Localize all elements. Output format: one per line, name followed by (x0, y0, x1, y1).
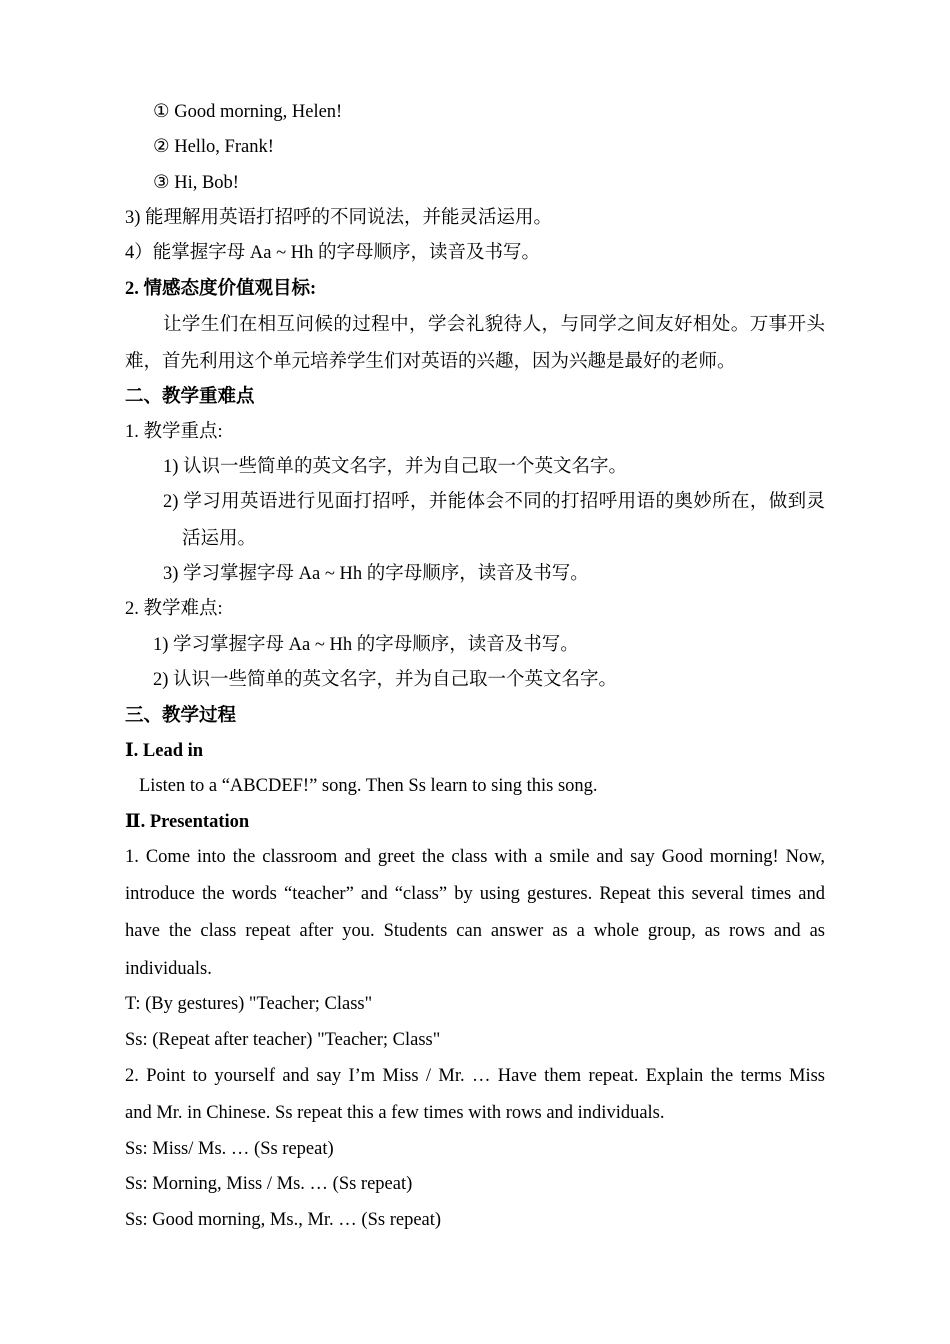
key-point-item-continued: 活运用。 (182, 529, 257, 549)
greeting-line: ② Hello, Frank! (153, 137, 274, 157)
emotion-paragraph-line: 让学生们在相互问候的过程中，学会礼貌待人，与同学之间友好相处。万事开头 (163, 315, 825, 335)
greeting-line: ③ Hi, Bob! (153, 173, 239, 193)
subsection-heading: 1. 教学重点: (125, 422, 223, 442)
paragraph-line: 1. Come into the classroom and greet the class with a smile and say Good morning! Now, (125, 847, 825, 867)
emotion-paragraph-line: 难，首先利用这个单元培养学生们对英语的兴趣，因为兴趣是最好的老师。 (125, 352, 736, 372)
dialog-line: Ss: Miss/ Ms. … (Ss repeat) (125, 1139, 334, 1159)
paragraph-line: introduce the words “teacher” and “class” by using gestures. Repeat this several times and (125, 884, 825, 904)
paragraph-line: 2. Point to yourself and say I’m Miss / Mr. … Have them repeat. Explain the terms Miss (125, 1066, 825, 1086)
lead-in-text: Listen to a “ABCDEF!” song. Then Ss learn to sing this song. (139, 776, 598, 796)
difficult-point-item: 1) 学习掌握字母 Aa ~ Hh 的字母顺序，读音及书写。 (153, 635, 579, 655)
dialog-line: Ss: Morning, Miss / Ms. … (Ss repeat) (125, 1174, 413, 1194)
dialog-line: Ss: Good morning, Ms., Mr. … (Ss repeat) (125, 1210, 442, 1230)
dialog-line: Ss: (Repeat after teacher) "Teacher; Class" (125, 1030, 441, 1050)
objective-item: 3) 能理解用英语打招呼的不同说法，并能灵活运用。 (125, 208, 553, 228)
difficult-point-item: 2) 认识一些简单的英文名字，并为自己取一个英文名字。 (153, 670, 618, 690)
paragraph-line: individuals. (125, 959, 212, 979)
step-heading: Ⅰ. Lead in (125, 741, 204, 761)
paragraph-line: have the class repeat after you. Students can answer as a whole group, as rows and as (125, 921, 825, 941)
greeting-line: ① Good morning, Helen! (153, 102, 343, 122)
key-point-item: 2) 学习用英语进行见面打招呼，并能体会不同的打招呼用语的奥妙所在，做到灵 (163, 492, 825, 512)
dialog-line: T: (By gestures) "Teacher; Class" (125, 994, 373, 1014)
subsection-heading: 2. 教学难点: (125, 599, 223, 619)
key-point-item: 1) 认识一些简单的英文名字，并为自己取一个英文名字。 (163, 457, 628, 477)
paragraph-line: and Mr. in Chinese. Ss repeat this a few times with rows and individuals. (125, 1103, 665, 1123)
section-heading: 三、教学过程 (125, 706, 237, 726)
key-point-item: 3) 学习掌握字母 Aa ~ Hh 的字母顺序，读音及书写。 (163, 564, 589, 584)
emotion-heading: 2. 情感态度价值观目标: (125, 279, 317, 299)
objective-item: 4）能掌握字母 Aa ~ Hh 的字母顺序，读音及书写。 (125, 243, 540, 263)
step-heading: Ⅱ. Presentation (125, 812, 250, 832)
section-heading: 二、教学重难点 (125, 387, 255, 407)
